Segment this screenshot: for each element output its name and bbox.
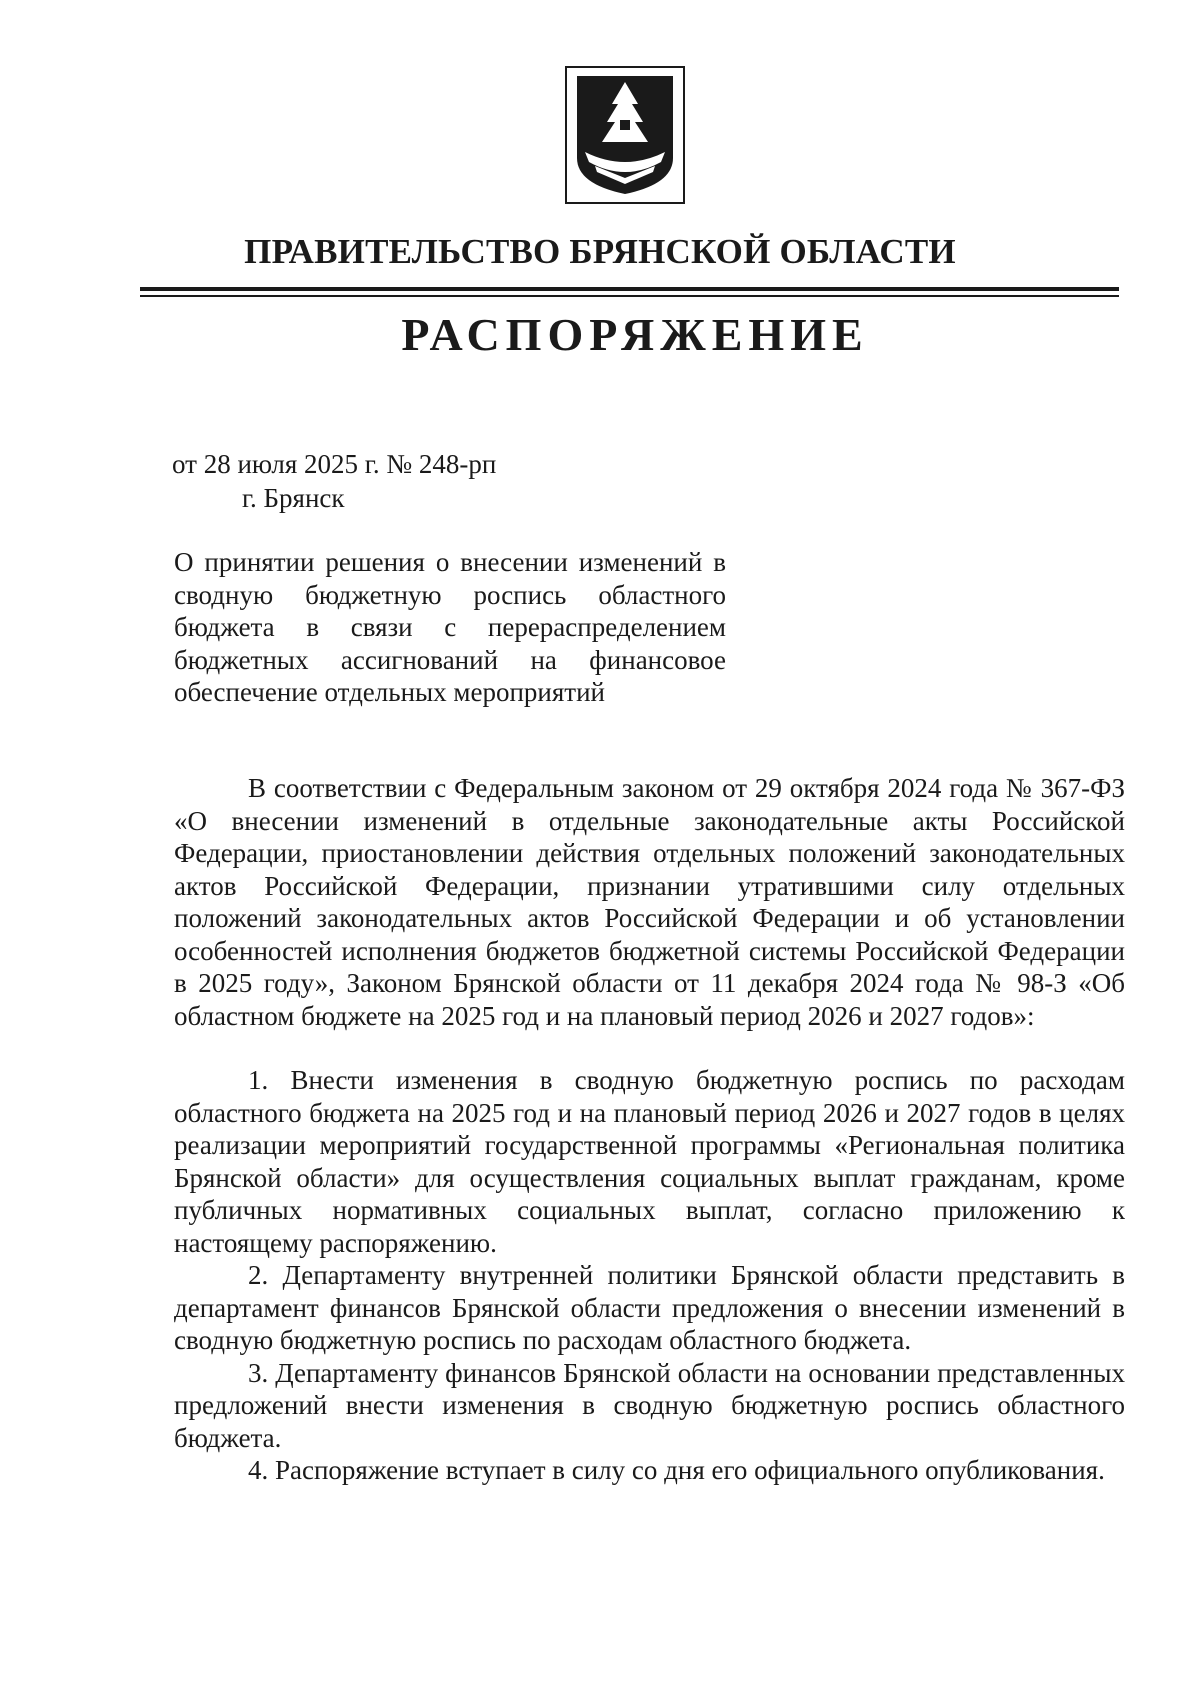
header-rule-thick [140,287,1119,291]
document-subject: О принятии решения о внесении изменений в сводную бюджетную роспись областного бюджета в связи с перераспределением бюджетных ассигнований на финансовое обеспечение отдельных мероприятий [174,547,726,707]
organization-name: ПРАВИТЕЛЬСТВО БРЯНСКОЙ ОБЛАСТИ [244,232,956,271]
preamble: В соответствии с Федеральным законом от 29 октября 2024 года № 367-ФЗ «О внесении изменений в отдельные законодательные акты Российской Федерации, приостановлении действия отдельных положений законодательных актов Российской Федерации, признании утратившими силу отдельных положений законодательных актов Российской Федерации и об установлении особенностей исполнения бюджетов бюджетной системы Российской Федерации в 2025 году», Законом Брянской области от 11 декабря 2024 года № 98-З «Об областном бюджете на 2025 год и на плановый период 2026 и 2027 годов»: [174,773,1125,1031]
date-number: от 28 июля 2025 г. № 248-рп [172,449,497,479]
city: г. Брянск [242,483,345,513]
header-rule-thin [140,295,1119,297]
document-body [174,772,1125,1487]
clause-2: 2. Департаменту внутренней политики Брянской области представить в департамент финансов Брянской области предложения о внесении изменений в сводную бюджетную роспись по расходам областного бюджета. [174,1260,1125,1355]
document-meta [172,447,496,515]
clause-3: 3. Департаменту финансов Брянской области на основании представленных предложений внести изменения в сводную бюджетную роспись областного бюджета. [174,1357,1125,1453]
coat-of-arms-icon [565,66,685,204]
clause-1: 1. Внести изменения в сводную бюджетную роспись по расходам областного бюджета на 2025 год и на плановый период 2026 и 2027 годов в целях реализации мероприятий государственной программы «Региональная политика Брянской области» для осуществления социальных выплат гражданам, кроме публичных нормативных социальных выплат, согласно приложению к настоящему распоряжению. [174,1065,1125,1258]
clause-4: 4. Распоряжение вступает в силу со дня его официального опубликования. [248,1455,1105,1485]
document-type: РАСПОРЯЖЕНИЕ [401,309,869,360]
